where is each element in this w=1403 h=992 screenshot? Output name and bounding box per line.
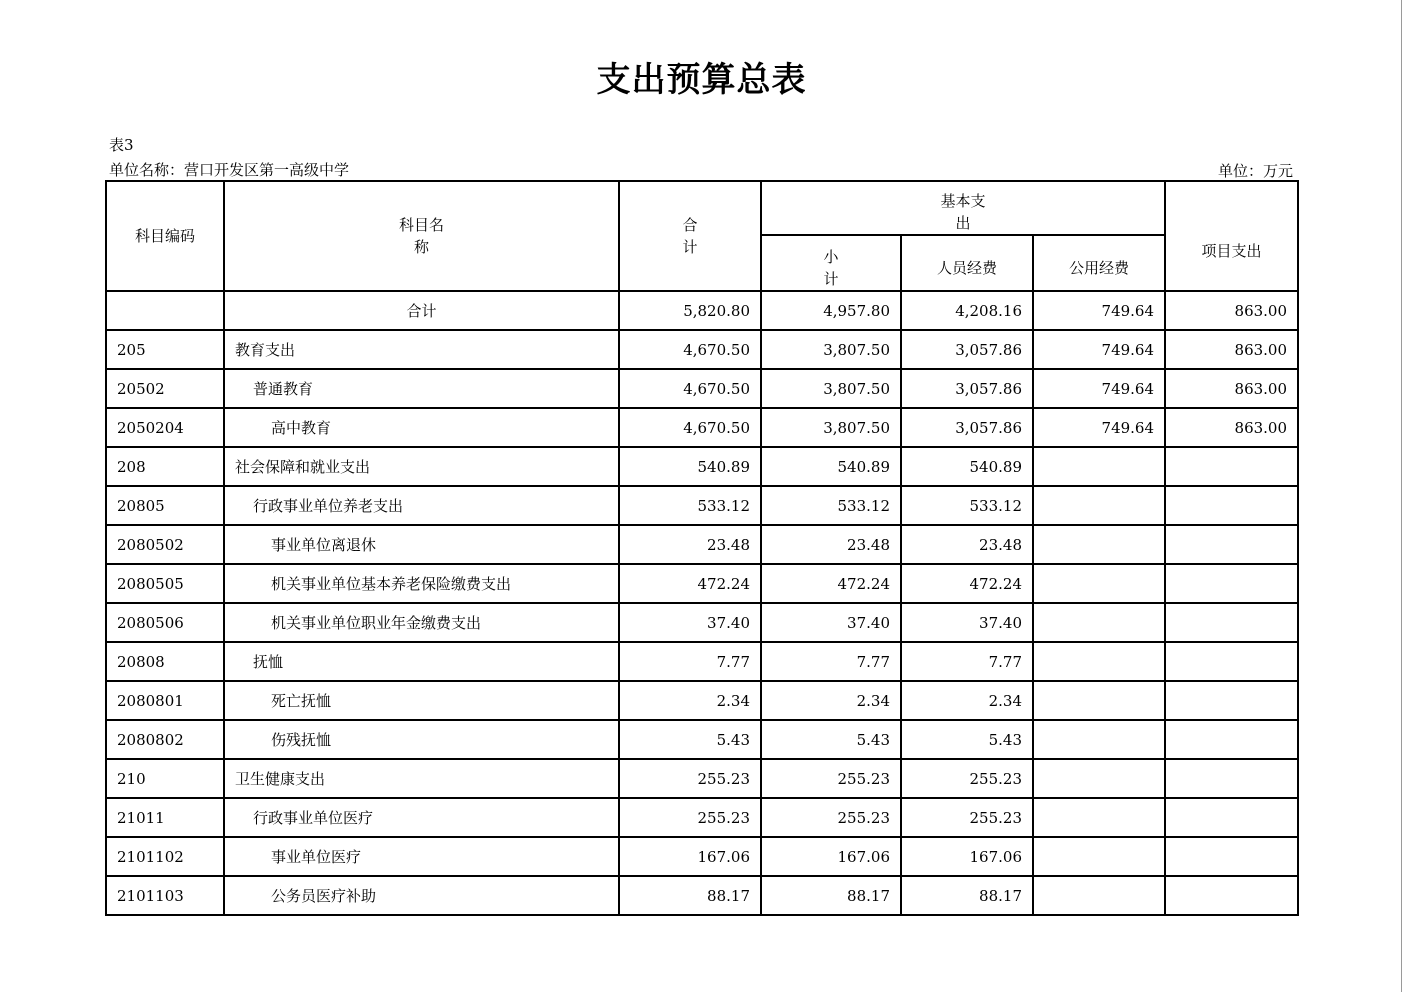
- cell-public: [1033, 876, 1165, 915]
- cell-project: [1165, 681, 1298, 720]
- cell-public: 749.64: [1033, 291, 1165, 330]
- table-row: [106, 837, 1298, 876]
- header-project: [1165, 181, 1298, 291]
- cell-project: [1165, 876, 1298, 915]
- cell-public: [1033, 681, 1165, 720]
- cell-total: 5,820.80: [619, 291, 761, 330]
- cell-total: 540.89: [619, 447, 761, 486]
- header-total-line1: 合: [682, 216, 698, 234]
- cell-public: [1033, 486, 1165, 525]
- header-public: [1033, 235, 1165, 291]
- page-border: [1401, 0, 1402, 992]
- table-row: [106, 525, 1298, 564]
- cell-project: [1165, 447, 1298, 486]
- cell-total: 4,670.50: [619, 369, 761, 408]
- cell-total: 472.24: [619, 564, 761, 603]
- cell-personnel: 255.23: [901, 759, 1033, 798]
- cell-total: 2.34: [619, 681, 761, 720]
- cell-name: 行政事业单位养老支出: [224, 486, 619, 525]
- cell-subtotal: 2.34: [761, 681, 901, 720]
- cell-subtotal: 23.48: [761, 525, 901, 564]
- cell-code: 2080505: [106, 564, 224, 603]
- cell-total: 4,670.50: [619, 330, 761, 369]
- cell-name: 卫生健康支出: [224, 759, 619, 798]
- cell-subtotal: 533.12: [761, 486, 901, 525]
- cell-total: 255.23: [619, 798, 761, 837]
- cell-subtotal: 37.40: [761, 603, 901, 642]
- cell-name: 行政事业单位医疗: [224, 798, 619, 837]
- header-project-label: 项目支出: [1201, 242, 1262, 260]
- budget-table: [105, 180, 1299, 916]
- cell-project: [1165, 798, 1298, 837]
- cell-code: 2080502: [106, 525, 224, 564]
- cell-project: [1165, 486, 1298, 525]
- table-row: [106, 759, 1298, 798]
- cell-project: [1165, 837, 1298, 876]
- cell-public: [1033, 564, 1165, 603]
- currency-unit-label: 单位：万元: [1217, 162, 1293, 180]
- cell-project: [1165, 564, 1298, 603]
- cell-project: 863.00: [1165, 369, 1298, 408]
- cell-personnel: 472.24: [901, 564, 1033, 603]
- cell-public: 749.64: [1033, 330, 1165, 369]
- cell-code: 20808: [106, 642, 224, 681]
- header-basic-line2: 出: [955, 214, 971, 232]
- cell-public: [1033, 603, 1165, 642]
- table-row: [106, 486, 1298, 525]
- cell-personnel: 23.48: [901, 525, 1033, 564]
- cell-personnel: 167.06: [901, 837, 1033, 876]
- cell-code: 205: [106, 330, 224, 369]
- cell-code: 2080506: [106, 603, 224, 642]
- cell-personnel: 533.12: [901, 486, 1033, 525]
- header-personnel-label: 人员经费: [936, 259, 997, 277]
- cell-public: [1033, 447, 1165, 486]
- header-name-line1: 科目名: [398, 216, 444, 234]
- cell-name: 事业单位离退休: [224, 525, 619, 564]
- cell-total: 23.48: [619, 525, 761, 564]
- cell-subtotal: 88.17: [761, 876, 901, 915]
- cell-code: 2101103: [106, 876, 224, 915]
- cell-personnel: 3,057.86: [901, 330, 1033, 369]
- header-total: [619, 181, 761, 291]
- cell-public: [1033, 759, 1165, 798]
- header-subtotal-line1: 小: [823, 248, 839, 266]
- header-subtotal: [761, 235, 901, 291]
- table-row: [106, 369, 1298, 408]
- cell-total: 4,670.50: [619, 408, 761, 447]
- cell-public: [1033, 837, 1165, 876]
- cell-subtotal: 7.77: [761, 642, 901, 681]
- cell-name: 机关事业单位职业年金缴费支出: [224, 603, 619, 642]
- cell-total: 533.12: [619, 486, 761, 525]
- header-basic-line1: 基本支: [940, 192, 986, 210]
- cell-public: [1033, 798, 1165, 837]
- cell-name: 公务员医疗补助: [224, 876, 619, 915]
- cell-code: 2080801: [106, 681, 224, 720]
- header-personnel: [901, 235, 1033, 291]
- header-code: [106, 181, 224, 291]
- unit-name-label: 单位名称：营口开发区第一高级中学: [109, 161, 350, 179]
- cell-public: [1033, 720, 1165, 759]
- cell-total: 37.40: [619, 603, 761, 642]
- cell-name: 事业单位医疗: [224, 837, 619, 876]
- cell-public: 749.64: [1033, 408, 1165, 447]
- cell-subtotal: 4,957.80: [761, 291, 901, 330]
- cell-name: 死亡抚恤: [224, 681, 619, 720]
- cell-code: [106, 291, 224, 330]
- header-public-label: 公用经费: [1069, 259, 1130, 277]
- header-subtotal-line2: 计: [823, 270, 839, 288]
- cell-name: 社会保障和就业支出: [224, 447, 619, 486]
- cell-code: 208: [106, 447, 224, 486]
- table-number: 表3: [109, 136, 134, 154]
- table-row: [106, 291, 1298, 330]
- cell-total: 167.06: [619, 837, 761, 876]
- header-code-label: 科目编码: [134, 227, 195, 245]
- cell-subtotal: 255.23: [761, 798, 901, 837]
- cell-subtotal: 5.43: [761, 720, 901, 759]
- cell-subtotal: 3,807.50: [761, 369, 901, 408]
- cell-name: 普通教育: [224, 369, 619, 408]
- table-row: [106, 330, 1298, 369]
- cell-project: 863.00: [1165, 330, 1298, 369]
- cell-personnel: 88.17: [901, 876, 1033, 915]
- header-name-line2: 称: [413, 238, 429, 256]
- cell-name: 教育支出: [224, 330, 619, 369]
- table-row: [106, 720, 1298, 759]
- cell-subtotal: 3,807.50: [761, 330, 901, 369]
- cell-code: 20805: [106, 486, 224, 525]
- cell-total: 5.43: [619, 720, 761, 759]
- table-row: [106, 408, 1298, 447]
- table-row: [106, 447, 1298, 486]
- cell-personnel: 4,208.16: [901, 291, 1033, 330]
- cell-name: 高中教育: [224, 408, 619, 447]
- table-row: [106, 642, 1298, 681]
- cell-total: 255.23: [619, 759, 761, 798]
- cell-project: [1165, 720, 1298, 759]
- cell-subtotal: 255.23: [761, 759, 901, 798]
- header-name: [224, 181, 619, 291]
- cell-project: [1165, 642, 1298, 681]
- cell-subtotal: 540.89: [761, 447, 901, 486]
- cell-total: 88.17: [619, 876, 761, 915]
- header-basic-expenditure: [761, 181, 1165, 235]
- cell-personnel: 37.40: [901, 603, 1033, 642]
- header-total-line2: 计: [682, 238, 698, 256]
- cell-code: 2050204: [106, 408, 224, 447]
- cell-project: [1165, 603, 1298, 642]
- cell-code: 20502: [106, 369, 224, 408]
- cell-name: 机关事业单位基本养老保险缴费支出: [224, 564, 619, 603]
- cell-personnel: 3,057.86: [901, 408, 1033, 447]
- table-row: [106, 603, 1298, 642]
- cell-subtotal: 3,807.50: [761, 408, 901, 447]
- cell-project: [1165, 759, 1298, 798]
- cell-public: [1033, 525, 1165, 564]
- cell-name: 伤残抚恤: [224, 720, 619, 759]
- cell-public: [1033, 642, 1165, 681]
- cell-project: 863.00: [1165, 291, 1298, 330]
- cell-personnel: 540.89: [901, 447, 1033, 486]
- page-title: 支出预算总表: [596, 60, 807, 100]
- cell-personnel: 2.34: [901, 681, 1033, 720]
- cell-project: [1165, 525, 1298, 564]
- cell-public: 749.64: [1033, 369, 1165, 408]
- cell-project: 863.00: [1165, 408, 1298, 447]
- cell-total: 7.77: [619, 642, 761, 681]
- cell-code: 2080802: [106, 720, 224, 759]
- table-row: [106, 681, 1298, 720]
- cell-personnel: 5.43: [901, 720, 1033, 759]
- table-row: [106, 564, 1298, 603]
- cell-personnel: 255.23: [901, 798, 1033, 837]
- cell-code: 210: [106, 759, 224, 798]
- cell-subtotal: 167.06: [761, 837, 901, 876]
- cell-code: 2101102: [106, 837, 224, 876]
- cell-personnel: 7.77: [901, 642, 1033, 681]
- budget-table-body: [106, 291, 1298, 915]
- cell-code: 21011: [106, 798, 224, 837]
- table-row: [106, 876, 1298, 915]
- cell-name: 抚恤: [224, 642, 619, 681]
- table-row: [106, 798, 1298, 837]
- cell-name: 合计: [224, 291, 619, 330]
- header-row-1: [106, 181, 1298, 235]
- cell-subtotal: 472.24: [761, 564, 901, 603]
- cell-personnel: 3,057.86: [901, 369, 1033, 408]
